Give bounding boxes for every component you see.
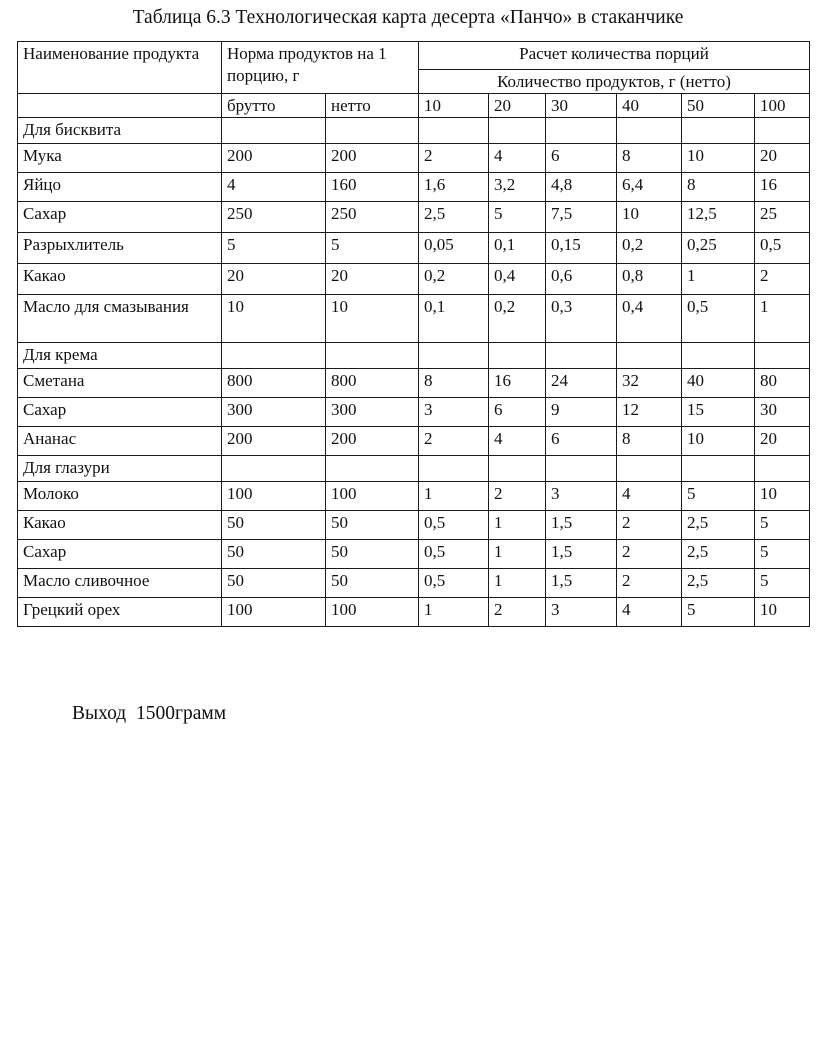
portion-value: 0,25: [682, 233, 755, 264]
portion-value: 6: [546, 144, 617, 173]
product-name: Разрыхлитель: [18, 233, 222, 264]
netto-value: 800: [326, 369, 419, 398]
technological-card-table: [17, 41, 810, 627]
table-row: [18, 540, 810, 569]
empty-cell: [222, 456, 326, 482]
portion-value: 1: [489, 540, 546, 569]
table-row: [18, 173, 810, 202]
brutto-value: 250: [222, 202, 326, 233]
portion-value: 0,4: [617, 295, 682, 343]
portion-value: 2: [419, 427, 489, 456]
portion-value: 2,5: [682, 511, 755, 540]
portion-value: 4: [489, 427, 546, 456]
portion-value: 0,1: [419, 295, 489, 343]
portion-value: 1,5: [546, 569, 617, 598]
portion-value: 25: [755, 202, 810, 233]
portion-value: 7,5: [546, 202, 617, 233]
portion-value: 2: [617, 511, 682, 540]
empty-cell: [682, 343, 755, 369]
netto-value: 50: [326, 540, 419, 569]
portion-value: 1,5: [546, 511, 617, 540]
portion-value: 1,6: [419, 173, 489, 202]
portion-value: 2: [419, 144, 489, 173]
netto-value: 200: [326, 427, 419, 456]
table-row: [18, 482, 810, 511]
empty-cell: [489, 456, 546, 482]
netto-value: 100: [326, 482, 419, 511]
header-portion-100: 100: [755, 94, 810, 118]
section-title: Для крема: [18, 343, 222, 369]
portion-value: 9: [546, 398, 617, 427]
portion-value: 0,3: [546, 295, 617, 343]
brutto-value: 10: [222, 295, 326, 343]
section-title: Для глазури: [18, 456, 222, 482]
section-title: Для бисквита: [18, 118, 222, 144]
empty-cell: [489, 118, 546, 144]
portion-value: 1: [419, 482, 489, 511]
portion-value: 0,5: [682, 295, 755, 343]
portion-value: 8: [617, 427, 682, 456]
portion-value: 4: [617, 482, 682, 511]
portion-value: 1,5: [546, 540, 617, 569]
portion-value: 5: [682, 482, 755, 511]
portion-value: 24: [546, 369, 617, 398]
portion-value: 3,2: [489, 173, 546, 202]
empty-cell: [617, 118, 682, 144]
portion-value: 1: [682, 264, 755, 295]
portion-value: 0,8: [617, 264, 682, 295]
empty-cell: [546, 343, 617, 369]
portion-value: 5: [755, 569, 810, 598]
header-quantity-netto: Количество продуктов, г (нетто): [419, 70, 810, 94]
section-row: [18, 456, 810, 482]
table-caption: Таблица 6.3 Технологическая карта десерта «Панчо» в стаканчике: [132, 7, 684, 28]
portion-value: 20: [755, 427, 810, 456]
portion-value: 6: [546, 427, 617, 456]
portion-value: 0,2: [419, 264, 489, 295]
portion-value: 32: [617, 369, 682, 398]
product-name: Грецкий орех: [18, 598, 222, 627]
empty-cell: [326, 456, 419, 482]
portion-value: 10: [617, 202, 682, 233]
portion-value: 40: [682, 369, 755, 398]
portion-value: 6: [489, 398, 546, 427]
empty-cell: [419, 118, 489, 144]
portion-value: 0,05: [419, 233, 489, 264]
table-row: [18, 202, 810, 233]
portion-value: 0,1: [489, 233, 546, 264]
brutto-value: 800: [222, 369, 326, 398]
portion-value: 0,5: [419, 540, 489, 569]
header-netto: нетто: [326, 94, 419, 118]
product-name: Масло для смазывания: [18, 295, 222, 343]
portion-value: 2: [489, 482, 546, 511]
portion-value: 2,5: [682, 540, 755, 569]
portion-value: 6,4: [617, 173, 682, 202]
product-name: Какао: [18, 264, 222, 295]
portion-value: 3: [419, 398, 489, 427]
portion-value: 0,6: [546, 264, 617, 295]
portion-value: 8: [617, 144, 682, 173]
portion-value: 0,5: [419, 511, 489, 540]
product-name: Масло сливочное: [18, 569, 222, 598]
header-portion-30: 30: [546, 94, 617, 118]
portion-value: 1: [419, 598, 489, 627]
portion-value: 2: [755, 264, 810, 295]
section-row: [18, 118, 810, 144]
header-portion-20: 20: [489, 94, 546, 118]
portion-value: 10: [682, 144, 755, 173]
header-portion-50: 50: [682, 94, 755, 118]
portion-value: 5: [489, 202, 546, 233]
portion-value: 0,5: [755, 233, 810, 264]
table-row: [18, 144, 810, 173]
product-name: Сахар: [18, 540, 222, 569]
portion-value: 5: [755, 511, 810, 540]
portion-value: 0,4: [489, 264, 546, 295]
portion-value: 0,15: [546, 233, 617, 264]
empty-cell: [222, 343, 326, 369]
portion-value: 20: [755, 144, 810, 173]
portion-value: 4: [617, 598, 682, 627]
portion-value: 10: [755, 598, 810, 627]
netto-value: 5: [326, 233, 419, 264]
portion-value: 3: [546, 482, 617, 511]
netto-value: 100: [326, 598, 419, 627]
header-brutto: брутто: [222, 94, 326, 118]
portion-value: 2: [617, 569, 682, 598]
header-product-name: Наименование продукта: [18, 42, 222, 94]
portion-value: 4,8: [546, 173, 617, 202]
portion-value: 80: [755, 369, 810, 398]
table-row: [18, 398, 810, 427]
product-name: Сахар: [18, 398, 222, 427]
section-row: [18, 343, 810, 369]
netto-value: 20: [326, 264, 419, 295]
table-row: [18, 369, 810, 398]
portion-value: 5: [682, 598, 755, 627]
empty-cell: [546, 118, 617, 144]
header-portions-calc: Расчет количества порций: [419, 42, 810, 70]
portion-value: 2,5: [419, 202, 489, 233]
empty-cell: [326, 118, 419, 144]
empty-cell: [419, 456, 489, 482]
netto-value: 50: [326, 511, 419, 540]
portion-value: 16: [755, 173, 810, 202]
portion-value: 1: [489, 569, 546, 598]
brutto-value: 20: [222, 264, 326, 295]
netto-value: 200: [326, 144, 419, 173]
portion-value: 16: [489, 369, 546, 398]
table-row: [18, 295, 810, 343]
product-name: Ананас: [18, 427, 222, 456]
portion-value: 0,2: [617, 233, 682, 264]
table-row: [18, 233, 810, 264]
product-name: Молоко: [18, 482, 222, 511]
portion-value: 12,5: [682, 202, 755, 233]
netto-value: 50: [326, 569, 419, 598]
table-row: [18, 264, 810, 295]
output-yield: Выход 1500грамм: [72, 703, 227, 724]
brutto-value: 4: [222, 173, 326, 202]
table-row: [18, 569, 810, 598]
table-row: [18, 427, 810, 456]
header-portion-10: 10: [419, 94, 489, 118]
portion-value: 2,5: [682, 569, 755, 598]
header-empty-cell: [18, 94, 222, 118]
portion-value: 0,5: [419, 569, 489, 598]
portion-value: 30: [755, 398, 810, 427]
product-name: Какао: [18, 511, 222, 540]
empty-cell: [755, 456, 810, 482]
netto-value: 300: [326, 398, 419, 427]
brutto-value: 50: [222, 511, 326, 540]
empty-cell: [617, 456, 682, 482]
empty-cell: [755, 343, 810, 369]
product-name: Мука: [18, 144, 222, 173]
product-name: Сметана: [18, 369, 222, 398]
brutto-value: 50: [222, 569, 326, 598]
netto-value: 160: [326, 173, 419, 202]
netto-value: 10: [326, 295, 419, 343]
portion-value: 8: [419, 369, 489, 398]
brutto-value: 100: [222, 482, 326, 511]
empty-cell: [617, 343, 682, 369]
product-name: Яйцо: [18, 173, 222, 202]
brutto-value: 5: [222, 233, 326, 264]
portion-value: 3: [546, 598, 617, 627]
header-norm: Норма продуктов на 1 порцию, г: [222, 42, 419, 94]
header-portion-40: 40: [617, 94, 682, 118]
portion-value: 1: [489, 511, 546, 540]
empty-cell: [489, 343, 546, 369]
product-name: Сахар: [18, 202, 222, 233]
netto-value: 250: [326, 202, 419, 233]
brutto-value: 100: [222, 598, 326, 627]
portion-value: 10: [682, 427, 755, 456]
portion-value: 0,2: [489, 295, 546, 343]
portion-value: 12: [617, 398, 682, 427]
portion-value: 10: [755, 482, 810, 511]
empty-cell: [222, 118, 326, 144]
empty-cell: [755, 118, 810, 144]
table-row: [18, 511, 810, 540]
portion-value: 2: [489, 598, 546, 627]
portion-value: 4: [489, 144, 546, 173]
portion-value: 5: [755, 540, 810, 569]
brutto-value: 200: [222, 427, 326, 456]
empty-cell: [419, 343, 489, 369]
empty-cell: [546, 456, 617, 482]
empty-cell: [326, 343, 419, 369]
portion-value: 15: [682, 398, 755, 427]
brutto-value: 50: [222, 540, 326, 569]
table-row: [18, 598, 810, 627]
portion-value: 8: [682, 173, 755, 202]
brutto-value: 300: [222, 398, 326, 427]
portion-value: 2: [617, 540, 682, 569]
portion-value: 1: [755, 295, 810, 343]
brutto-value: 200: [222, 144, 326, 173]
empty-cell: [682, 118, 755, 144]
empty-cell: [682, 456, 755, 482]
